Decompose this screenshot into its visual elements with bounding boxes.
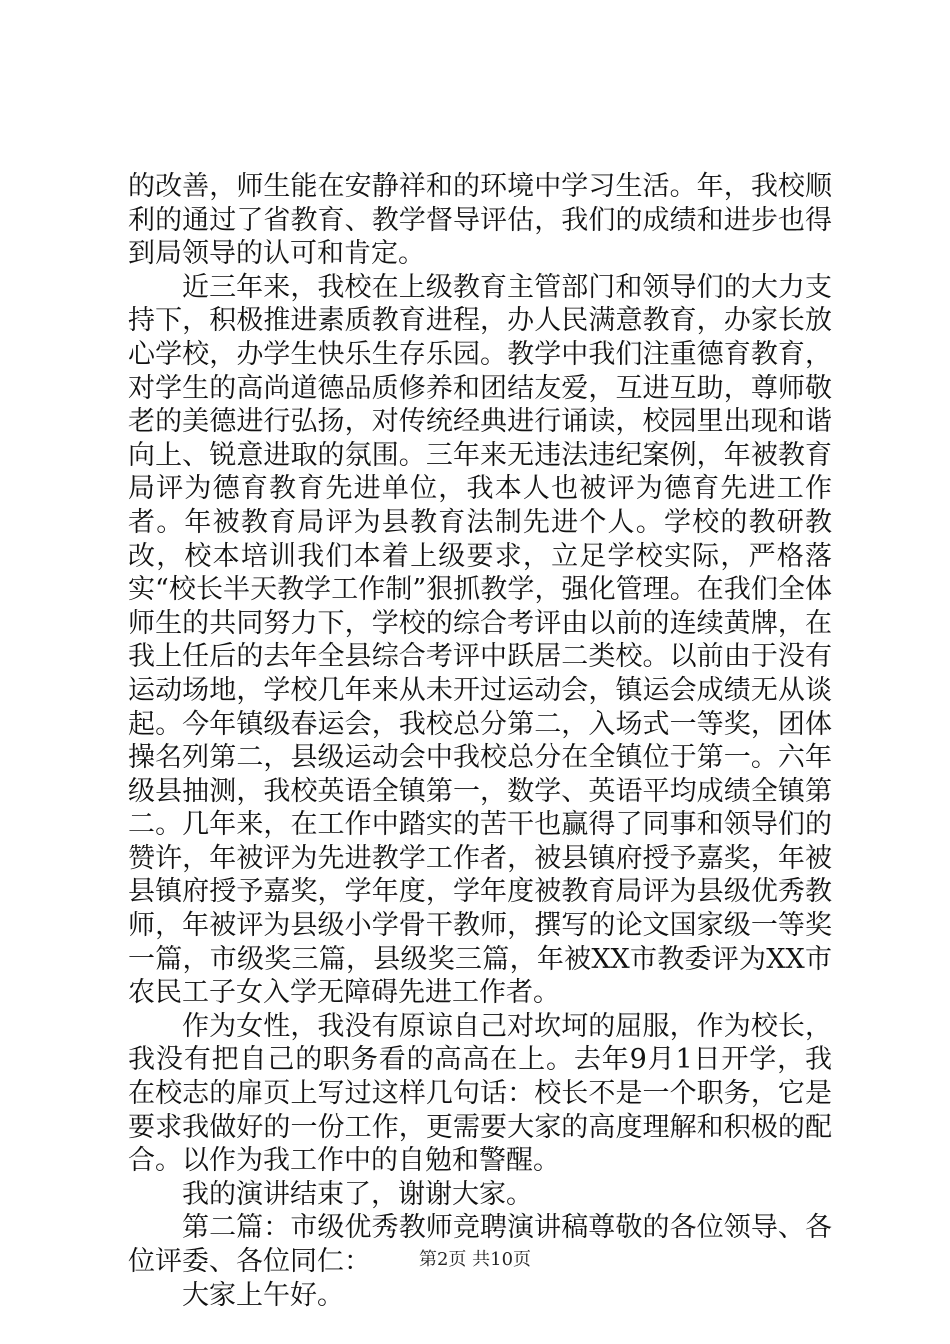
body-text [128, 170, 832, 1312]
paragraph-closing: 我的演讲结束了，谢谢大家。 [182, 1178, 533, 1210]
paragraph-reflection: 作为女性，我没有原谅自己对坎坷的屈服，作为校长，我没有把自己的职务看的高高在上。去年9月1日开学，我在校志的扉页上写过这样几句话：校长不是一个职务，它是要求我做好的一份工作，更需要大家的高度理解和积极的配合。以作为我工作中的自勉和警醒。 [128, 1010, 832, 1177]
paragraph-second-speech-heading: 第二篇：市级优秀教师竞聘演讲稿尊敬的各位领导、各位评委、各位同仁： [128, 1212, 832, 1277]
paragraph-greeting: 大家上午好。 [182, 1279, 344, 1311]
paragraph-achievements: 近三年来，我校在上级教育主管部门和领导们的大力支持下，积极推进素质教育进程，办人民满意教育，办家长放心学校，办学生快乐生存乐园。教学中我们注重德育教育，对学生的高尚道德品质修养和团结友爱，互进互助，尊师敬老的美德进行弘扬，对传统经典进行诵读，校园里出现和谐向上、锐意进取的氛围。三年来无违法违纪案例，年被教育局评为德育教育先进单位，我本人也被评为德育先进工作者。年被教育局评为县教育法制先进个人。学校的教研教改，校本培训我们本着上级要求，立足学校实际，严格落实“校长半天教学工作制”狠抓教学，强化管理。在我们全体师生的共同努力下，学校的综合考评由以前的连续黄牌，在我上任后的去年全县综合考评中跃居二类校。以前由于没有运动场地，学校几年来从未开过运动会，镇运会成绩无从谈起。今年镇级春运会，我校总分第二，入场式一等奖，团体操名列第二，县级运动会中我校总分在全镇位于第一。六年级县抽测，我校英语全镇第一，数学、英语平均成绩全镇第二。几年来，在工作中踏实的苦干也赢得了同事和领导们的赞许，年被评为先进教学工作者，被县镇府授予嘉奖，年被县镇府授予嘉奖，学年度，学年度被教育局评为县级优秀教师，年被评为县级小学骨干教师，撰写的论文国家级一等奖一篇，市级奖三篇，县级奖三篇，年被XX市教委评为XX市农民工子女入学无障碍先进工作者。 [128, 271, 832, 1009]
page-number-footer: 第2页 共10页 [418, 1249, 532, 1270]
paragraph-continuation: 的改善，师生能在安静祥和的环境中学习生活。年，我校顺利的通过了省教育、教学督导评估，我们的成绩和进步也得到局领导的认可和肯定。 [128, 171, 832, 270]
